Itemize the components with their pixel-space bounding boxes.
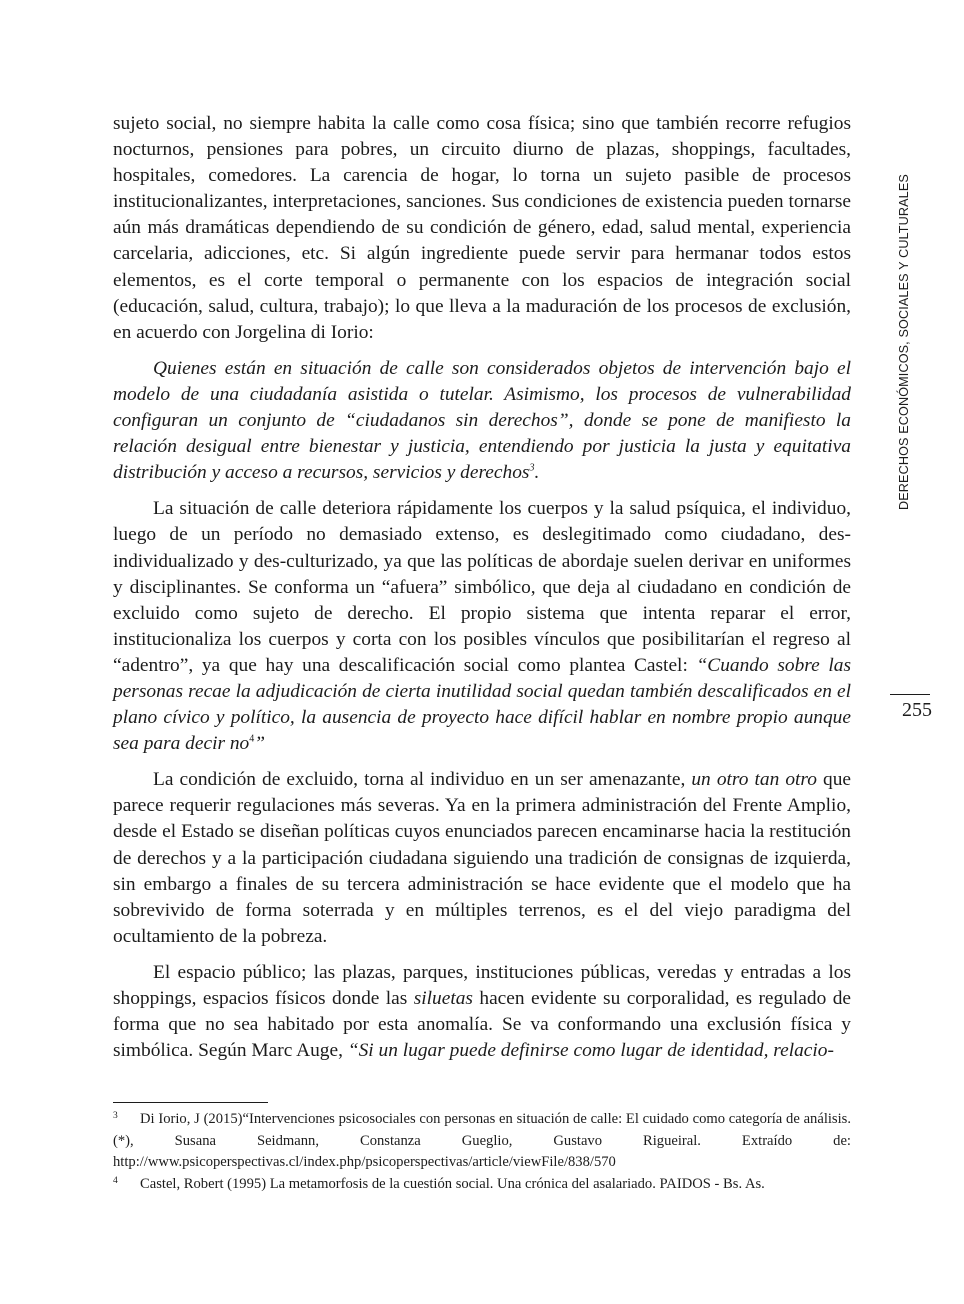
paragraph-3-italic: un otro tan otro (691, 769, 817, 791)
quote-end: . (534, 462, 540, 484)
castel-quote-close: ” (254, 733, 266, 755)
footnote-4-text: Castel, Robert (1995) La metamorfosis de la cuestión social. Una crónica del asalariado. PAIDOS - Bs. As. (140, 1175, 765, 1192)
paragraph-3-text-a: La condición de excluido, torna al individuo en un ser amenazante, (153, 769, 692, 791)
quote-text: Quienes están en situación de calle son considerados objetos de intervención bajo el modelo de una ciudadanía asistida o tutelar. Asimismo, los procesos de vulnerabilidad configuran un conjunto de “ciudadanos sin derechos”, donde se pone de manifiesto la relación desigual entre bienestar y justicia, entendiendo por justicia la justa y equitativa distribución y acceso a recursos, servicios y derechos (113, 357, 851, 484)
paragraph-4-text-a: El espacio público; las plazas, parques, instituciones públicas, veredas y entradas a los shoppings, espacios físicos donde las (113, 961, 851, 1009)
main-text (113, 111, 851, 1074)
paragraph-2 (113, 496, 851, 757)
block-quote-di-iorio (113, 356, 851, 486)
paragraph-1-text: sujeto social, no siempre habita la calle como cosa física; sino que también recorre refugios nocturnos, pensiones para pobres, un circuito diurno de plazas, shoppings, facultades, hospitales, comedores. La carencia de hogar, lo torna un sujeto pasible de procesos institucionalizantes, interpretaciones, sanciones. Sus condiciones de existencia pueden tornarse aún más dramáticas dependiendo de su condición de género, edad, salud mental, experiencia carcelaria, adicciones, etc. Si algún ingrediente puede servir para hermanar todos estos elementos, es el corte temporal o permanente con los espacios de integración social (educación, salud, cultura, trabajo); lo que lleva a la maduración de los procesos de exclusión, en acuerdo con Jorgelina di Iorio: (113, 113, 851, 343)
paragraph-3 (113, 767, 851, 950)
page-number-rule (890, 694, 930, 695)
footnote-3-text: Di Iorio, J (2015)“Intervenciones psicosociales con personas en situación de calle: El cuidado como categoría de análisis. (*), Susana Seidmann, Constanza Gueglio, Gustavo Rigueiral. Extraído de: http://www.psicoperspectivas.cl/index.php/psicoperspectivas/article/viewFile/838/570 (113, 1111, 851, 1170)
paragraph-1 (113, 111, 851, 346)
running-header-vertical: DERECHOS ECONÓMICOS, SOCIALES Y CULTURALES (897, 174, 911, 510)
footnote-divider (113, 1102, 268, 1103)
footnote-4-mark: 4 (113, 1175, 118, 1186)
footnote-ref-4: 4 (249, 733, 255, 745)
footnotes (113, 1109, 851, 1195)
footnote-4 (113, 1174, 851, 1196)
paragraph-3-text-b: que parece requerir regulaciones más severas. Ya en la primera administración del Frente Amplio, desde el Estado se diseñan políticas cuyos enunciados parecen encaminarse hacia la restitución de derechos y a la participación ciudadana siguiendo una tradición de consignas de izquierda, sin embargo a finales de su tercera administración se hace evidente que el modelo que ha sobrevivido de forma soterrada y en múltiples terrenos, es el del viejo paradigma del ocultamiento de la pobreza. (113, 769, 851, 947)
footnote-ref-3: 3 (529, 462, 535, 474)
paragraph-4 (113, 960, 851, 1064)
page-number: 255 (902, 699, 932, 721)
paragraph-4-italic: siluetas (413, 988, 473, 1009)
paragraph-2-text: La situación de calle deteriora rápidamente los cuerpos y la salud psíquica, el individuo, luego de un período no demasiado extenso, es deslegitimado como ciudadano, des- individualizado y des-culturizado, ya que las políticas de abordaje suelen derivar en uniformes y disciplinantes. Se conforma un “afuera” simbólico, que deja al ciudadano en condición de excluido como sujeto de derecho. El propio sistema que intenta reparar el error, institucionaliza los cuerpos y corta con los posibles vínculos que posibilitarían el regreso al “adentro”, ya que hay una descalificación social como plantea Castel: (113, 498, 851, 676)
castel-quote: “Cuando sobre las personas recae la adjudicación de cierta inutilidad social quedan también descalificados en el plano cívico y político, la ausencia de proyecto hace difícil hablar en nombre propio aunque sea para decir no (113, 654, 852, 755)
footnote-3 (113, 1109, 851, 1174)
auge-quote: “Si un lugar puede definirse como lugar de identidad, relacio- (347, 1040, 834, 1062)
footnote-3-mark: 3 (113, 1111, 118, 1121)
paragraph-4-text-b: hacen evidente su corporalidad, es regulado de forma que no sea habitado por esta anomalía. Se va conformando una exclusión física y simbólica. Según Marc Auge, (113, 988, 851, 1062)
